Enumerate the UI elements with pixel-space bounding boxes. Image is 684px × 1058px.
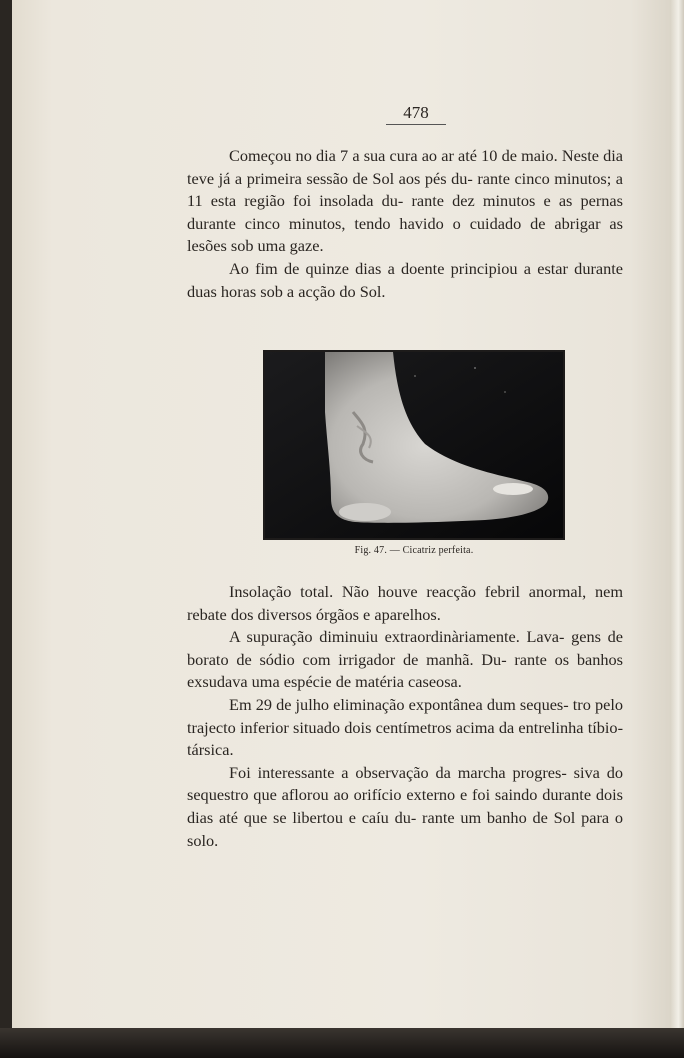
book-page — [12, 0, 684, 1030]
page-edge — [670, 0, 684, 1030]
figure-caption: Fig. 47. — Cicatriz perfeita. — [354, 545, 474, 556]
paragraph-3: Insolação total. Não houve reacção febril anormal, nem rebate dos diversos órgãos e aparelhos. — [187, 582, 623, 624]
figure-photo — [263, 350, 565, 540]
paragraph-5: Em 29 de julho eliminação expontânea dum seques- tro pelo trajecto inferior situado dois centímetros acima da entrelinha tíbio-társica. — [187, 694, 623, 760]
paragraph-6: Foi interessante a observação da marcha progres- siva do sequestro que aflorou ao orifício externo e foi saindo durante dois dias até que se libertou e caíu du- rante um banho de Sol para o solo. — [187, 762, 623, 850]
text-block-bottom — [187, 581, 623, 852]
paragraph-2: Ao fim de quinze dias a doente principiou a estar durante duas horas sob a acção do Sol. — [187, 258, 623, 301]
scan-bottom-border — [0, 1028, 684, 1058]
page-number: 478 — [386, 103, 446, 125]
text-block-top — [187, 145, 623, 303]
foot-photo — [265, 352, 563, 538]
paragraph-1: Começou no dia 7 a sua cura ao ar até 10 de maio. Neste dia teve já a primeira sessão de Sol aos pés du- rante cinco minutos; a 11 esta região foi insolada du- rante dez minutos e as pernas durante cinco minutos, tendo havido o cuidado de abrigar as lesões sob uma gaze. — [187, 146, 623, 256]
paragraph-4: A supuração diminuiu extraordinàriamente. Lava- gens de borato de sódio com irrigador de manhã. Du- rante os banhos exsudava uma espécie de matéria caseosa. — [187, 627, 623, 692]
